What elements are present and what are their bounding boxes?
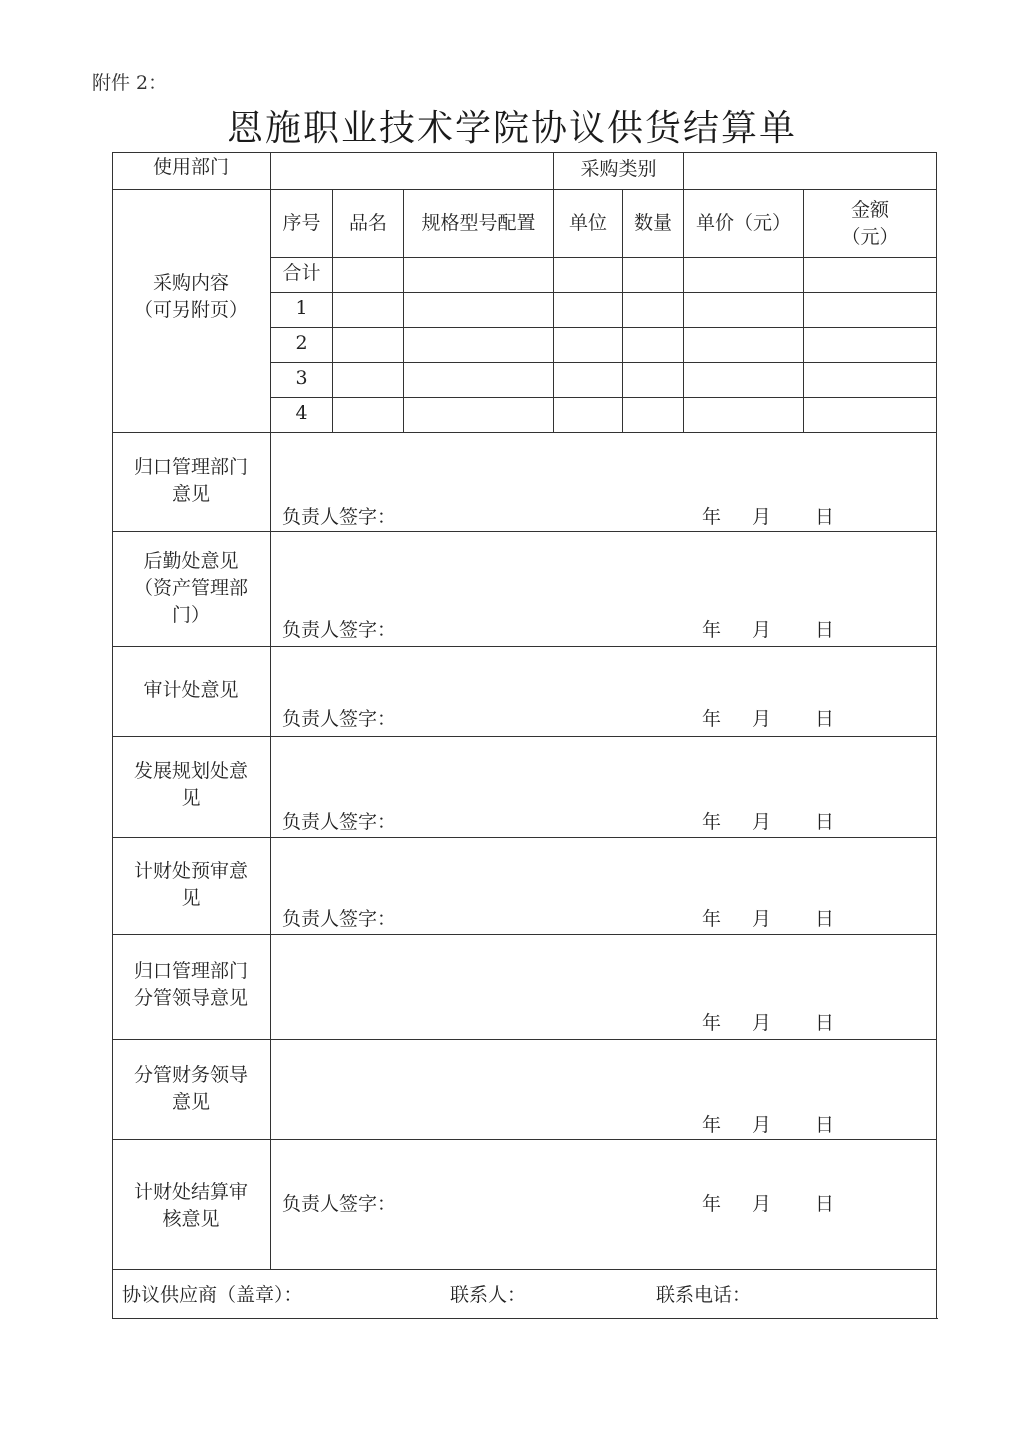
date-day-7: 日 xyxy=(815,1114,835,1136)
date-year-7: 年 xyxy=(702,1114,722,1136)
date-year-5: 年 xyxy=(702,908,722,930)
opinion-label-5-line-1: 计财处预审意 xyxy=(133,860,248,882)
border-bottom xyxy=(112,1318,938,1319)
date-year-8: 年 xyxy=(702,1193,722,1215)
attachment-label: 附件 2： xyxy=(92,72,168,94)
section-line-3 xyxy=(112,736,937,737)
date-month-1: 月 xyxy=(752,506,772,528)
section-line-6 xyxy=(112,1039,937,1040)
sign-label-5: 负责人签字： xyxy=(282,908,397,930)
date-day-8: 日 xyxy=(815,1193,835,1215)
row-no-total: 合计 xyxy=(282,262,321,284)
date-month-7: 月 xyxy=(752,1114,772,1136)
section-line-1 xyxy=(112,531,937,532)
opinion-label-8-line-2: 核意见 xyxy=(162,1208,220,1230)
section-line-8 xyxy=(112,1269,937,1270)
date-month-3: 月 xyxy=(752,708,772,730)
opinion-label-5-line-2: 见 xyxy=(181,887,201,909)
col-header-qty: 数量 xyxy=(633,212,672,234)
date-month-2: 月 xyxy=(752,619,772,641)
date-day-4: 日 xyxy=(815,811,835,833)
section-line-5 xyxy=(112,934,937,935)
row-no-3: 3 xyxy=(295,367,308,389)
date-month-4: 月 xyxy=(752,811,772,833)
content-label-line-1: 采购内容 xyxy=(152,272,229,294)
opinion-label-7-line-2: 意见 xyxy=(171,1091,210,1113)
opinion-label-4-line-1: 发展规划处意 xyxy=(133,760,248,782)
header-row-bottom xyxy=(112,189,937,190)
date-year-2: 年 xyxy=(702,619,722,641)
opinion-label-1-line-1: 归口管理部门 xyxy=(133,456,248,478)
items-row-line-2 xyxy=(270,327,937,328)
items-row-line-3 xyxy=(270,362,937,363)
row-no-2: 2 xyxy=(295,332,308,354)
col-header-price: 单价（元） xyxy=(695,212,791,234)
section-line-7 xyxy=(112,1139,937,1140)
dept-label: 使用部门 xyxy=(152,156,229,178)
opinion-label-1-line-2: 意见 xyxy=(171,483,210,505)
date-year-6: 年 xyxy=(702,1012,722,1034)
col-header-amount-line-1: 金额 xyxy=(850,199,889,221)
opinion-label-2-line-1: 后勤处意见 xyxy=(143,550,239,572)
sign-label-1: 负责人签字： xyxy=(282,506,397,528)
items-header-bottom xyxy=(270,257,937,258)
col-header-no: 序号 xyxy=(282,212,321,234)
date-month-5: 月 xyxy=(752,908,772,930)
sign-label-8: 负责人签字： xyxy=(282,1193,397,1215)
col-header-unit: 单位 xyxy=(568,212,607,234)
sign-label-2: 负责人签字： xyxy=(282,619,397,641)
items-row-line-4 xyxy=(270,397,937,398)
page-title: 恩施职业技术学院协议供货结算单 xyxy=(226,108,797,149)
opinion-label-6-line-1: 归口管理部门 xyxy=(133,960,248,982)
date-month-8: 月 xyxy=(752,1193,772,1215)
col-header-amount-line-2: （元） xyxy=(841,226,899,248)
supplier-label: 协议供应商（盖章）： xyxy=(122,1284,303,1306)
contact-label: 联系人： xyxy=(450,1284,527,1306)
date-day-6: 日 xyxy=(815,1012,835,1034)
sign-label-3: 负责人签字： xyxy=(282,708,397,730)
opinion-label-2-line-3: 门） xyxy=(171,604,210,626)
header-divider-2 xyxy=(683,152,684,189)
opinion-label-3-line-1: 审计处意见 xyxy=(143,679,239,701)
date-day-5: 日 xyxy=(815,908,835,930)
col-header-name: 品名 xyxy=(348,212,387,234)
opinion-label-4-line-2: 见 xyxy=(181,787,201,809)
date-year-4: 年 xyxy=(702,811,722,833)
section-line-2 xyxy=(112,646,937,647)
items-section-bottom xyxy=(112,432,937,433)
col-header-spec: 规格型号配置 xyxy=(421,212,536,234)
sign-label-4: 负责人签字： xyxy=(282,811,397,833)
category-label: 采购类别 xyxy=(580,158,657,180)
date-year-3: 年 xyxy=(702,708,722,730)
opinion-label-8-line-1: 计财处结算审 xyxy=(133,1181,248,1203)
items-row-line-1 xyxy=(270,292,937,293)
date-day-3: 日 xyxy=(815,708,835,730)
settlement-form xyxy=(112,152,937,1319)
date-year-1: 年 xyxy=(702,506,722,528)
row-no-4: 4 xyxy=(295,402,308,424)
row-no-1: 1 xyxy=(295,297,308,319)
date-day-2: 日 xyxy=(815,619,835,641)
date-month-6: 月 xyxy=(752,1012,772,1034)
phone-label: 联系电话： xyxy=(656,1284,752,1306)
date-day-1: 日 xyxy=(815,506,835,528)
opinion-label-7-line-1: 分管财务领导 xyxy=(133,1064,248,1086)
opinion-label-2-line-2: （资产管理部 xyxy=(133,577,248,599)
content-label-line-2: （可另附页） xyxy=(133,299,248,321)
section-line-4 xyxy=(112,837,937,838)
opinion-label-6-line-2: 分管领导意见 xyxy=(133,987,248,1009)
